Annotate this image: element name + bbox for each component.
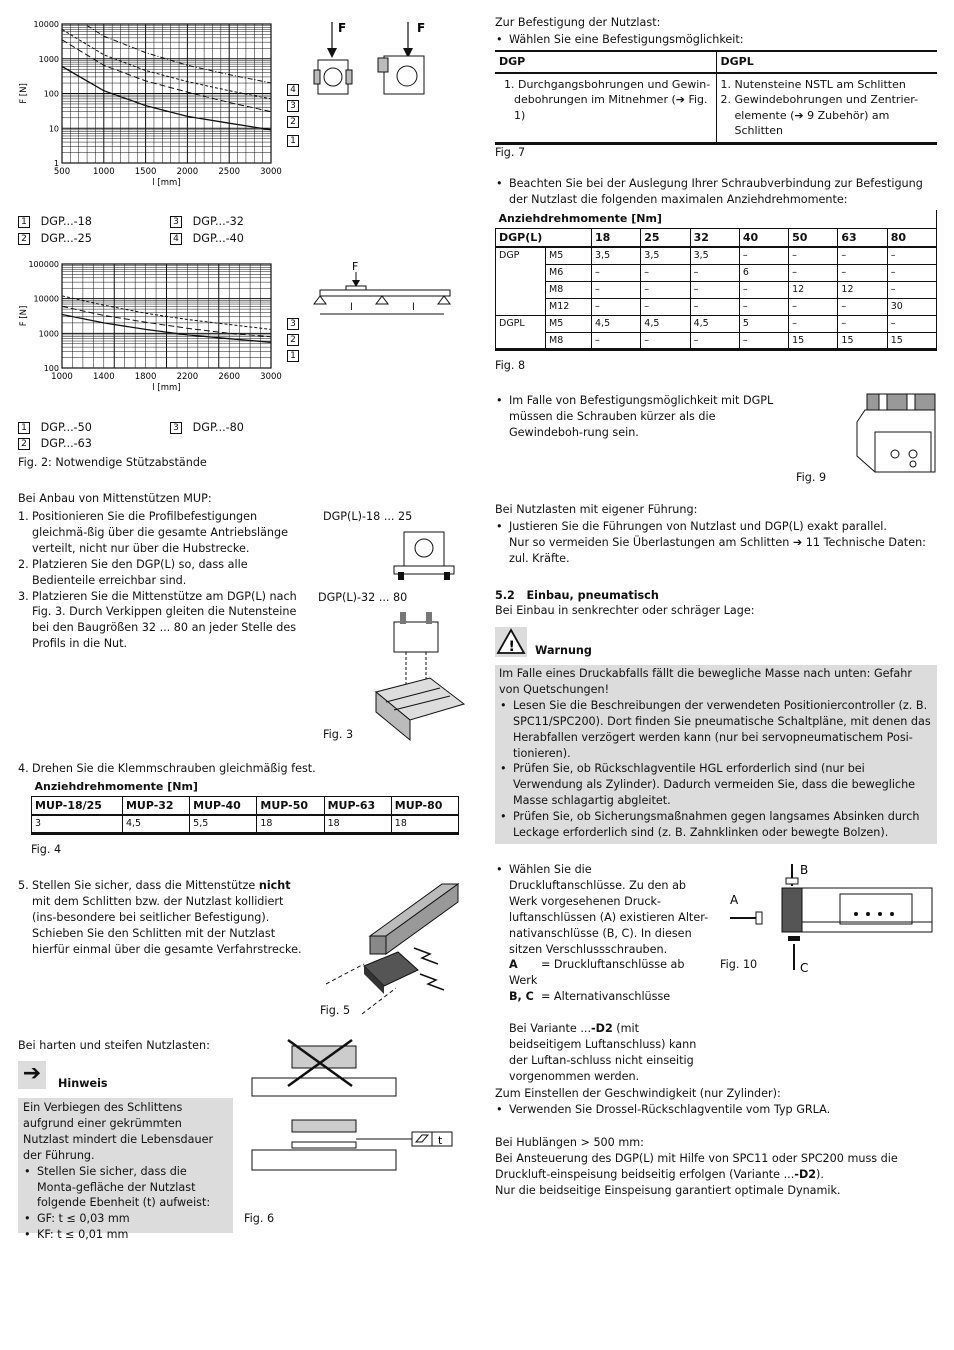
bullet: • Wählen Sie eine Befestigungsmöglichkeit: <box>495 32 744 48</box>
table-cell: – <box>690 332 739 349</box>
table-header: 80 <box>887 228 936 247</box>
table-cell: – <box>592 298 641 315</box>
warning-box <box>495 665 937 844</box>
table-cell: – <box>641 264 690 281</box>
table-header: 40 <box>739 228 788 247</box>
span-label: l <box>412 302 415 313</box>
table-row <box>496 332 937 349</box>
force-label: F <box>338 21 347 35</box>
beam-load-figure <box>312 258 462 322</box>
force-label: F <box>352 260 359 273</box>
table-cell: – <box>789 298 838 315</box>
fig4-caption: Fig. 4 <box>31 843 62 856</box>
y-tick-label: 10 <box>48 124 59 134</box>
slide-torque-table <box>495 210 937 351</box>
table-cell: – <box>592 281 641 298</box>
mup-steps <box>18 509 308 652</box>
table-cell: – <box>838 298 887 315</box>
x-tick-label: 2200 <box>176 372 199 382</box>
port-label-b: B <box>800 863 809 877</box>
table-cell: 18 <box>257 815 324 833</box>
table-header: 50 <box>789 228 838 247</box>
table-cell: 4,5 <box>641 315 690 332</box>
section-title: 5.2 Einbau, pneumatisch <box>495 589 659 602</box>
table-cell: 30 <box>887 298 936 315</box>
x-tick-label: 1500 <box>134 167 157 177</box>
warn-bullet: • Prüfen Sie, ob Rückschlagventile HGL erforderlich sind (nur bei Verwendung als Zylinder). Dadurch vermeiden Sie, dass die bewegliche Masse schlagartig abgleitet. <box>499 761 933 809</box>
hinweis-box <box>18 1098 233 1242</box>
table-header: MUP-80 <box>391 796 458 815</box>
curve-label: 2 <box>287 116 299 128</box>
speed-intro: Zum Einstellen der Geschwindigkeit (nur Zylinder): <box>495 1087 781 1100</box>
y-tick-label: 1 <box>53 159 59 168</box>
x-tick-label: 2600 <box>218 372 241 382</box>
fig3-label-large: DGP(L)-32 ... 80 <box>318 591 408 604</box>
mup-small-figure <box>390 526 460 584</box>
table-cell: DGP <box>496 247 546 315</box>
curve-label: 1 <box>287 135 299 147</box>
fig2-caption: Fig. 2: Notwendige Stützabstände <box>18 456 207 469</box>
bullet: • Wählen Sie die Druckluftanschlüsse. Zu den ab Werk vorgesehenen Druck-luftanschlüssen (A) existieren Alter-nativanschlüsse (B, C). In diesen sitzen Verschlussschrauben. A = Druckluftanschlüsse ab Werk B, C = Alternativanschlüsse Bei Variante ...-D2 (mit beidseitigem Luftanschluss) kann der Luftan-schluss nicht einseitig vorgenommen werden. <box>495 862 710 1085</box>
x-tick-label: 3000 <box>260 167 282 177</box>
table-cell: – <box>789 247 838 264</box>
x-tick-label: 500 <box>53 167 71 177</box>
table-cell: – <box>739 281 788 298</box>
port-label-a: A <box>730 893 739 907</box>
table-cell: 3,5 <box>641 247 690 264</box>
warn-title: Warnung <box>535 644 592 657</box>
table-cell: M6 <box>546 264 592 281</box>
table-row <box>496 247 937 264</box>
x-axis-label: l [mm] <box>152 383 181 393</box>
table-cell: – <box>592 264 641 281</box>
table-header: DGPL <box>716 51 937 73</box>
table-cell: – <box>789 315 838 332</box>
x-tick-label: 2000 <box>176 167 199 177</box>
x-tick-label: 2500 <box>218 167 241 177</box>
fig7-caption: Fig. 7 <box>495 146 526 159</box>
legend-item: 3 DGP...-80 <box>170 420 244 436</box>
hinweis-bullet: • Stellen Sie sicher, dass die Monta-gefläche der Nutzlast folgende Ebenheit (t) aufweist: • GF: t ≤ 0,03 mm • KF: t ≤ 0,01 mm <box>23 1164 228 1244</box>
table-cell: 12 <box>838 281 887 298</box>
flatness-figure <box>248 1038 460 1174</box>
table-row <box>496 315 937 332</box>
table-cell: 5,5 <box>190 815 257 833</box>
step-item: 4. Drehen Sie die Klemmschrauben gleichmäßig fest. <box>18 762 316 775</box>
mup-torque-table <box>31 778 459 835</box>
table-cell: – <box>739 298 788 315</box>
table-row <box>496 264 937 281</box>
y-tick-label: 100000 <box>28 260 59 269</box>
table-cell: M8 <box>546 332 592 349</box>
chart-1 <box>18 18 298 198</box>
table-cell: – <box>789 264 838 281</box>
hinweis-text: Ein Verbiegen des Schlittens aufgrund einer gekrümmten Nutzlast mindert die Lebensdauer der Führung. <box>23 1101 214 1162</box>
curve-label: 1 <box>287 350 299 362</box>
port-label-c: C <box>800 961 809 975</box>
y-tick-label: 1000 <box>38 54 59 64</box>
tolerance-item: • KF: t ≤ 0,01 mm <box>23 1227 228 1243</box>
y-tick-label: 10000 <box>33 20 59 29</box>
curve-label: 4 <box>287 84 299 96</box>
chart-2 <box>18 256 298 406</box>
x-axis-label: l [mm] <box>152 178 181 188</box>
guided-intro: Bei Nutzlasten mit eigener Führung: <box>495 503 698 516</box>
bullet: • Im Falle von Befestigungsmöglichkeit mit DGPL müssen die Schrauben kürzer als die Gewindeboh-rung sein. <box>495 393 785 441</box>
tolerance-symbol: t <box>438 1134 443 1147</box>
tolerance-item: • GF: t ≤ 0,03 mm <box>23 1211 228 1227</box>
mup-intro: Bei Anbau von Mittenstützen MUP: <box>18 492 212 505</box>
warn-text: Im Falle eines Druckabfalls fällt die bewegliche Masse nach unten: Gefahr von Quetschungen! <box>499 667 912 696</box>
curve-label: 3 <box>287 318 299 330</box>
chart1-curve-labels <box>287 84 299 147</box>
step-item: 3. Platzieren Sie die Mittenstütze am DGP(L) nach Fig. 3. Durch Verkippen gleiten die Nutensteine bei den Baugrößen 32 ... 80 an jeder Stelle des Profils in die Nut. <box>18 589 297 651</box>
y-tick-label: 100 <box>43 364 59 373</box>
y-tick-label: 10000 <box>33 294 59 304</box>
step5: 5. Stellen Sie sicher, dass die Mittenstütze nicht mit dem Schlitten bzw. der Nutzlast kollidiert (ins-besondere bei seitlicher Befestigung). Schieben Sie den Schlitten mit der Nutzlast hierfür einmal über die gesamte Verfahrstrecke. <box>18 879 302 956</box>
curve-label: 2 <box>287 334 299 346</box>
table-header: MUP-63 <box>324 796 391 815</box>
table-cell: – <box>838 264 887 281</box>
y-tick-label: 100 <box>43 89 59 99</box>
table-title: Anziehdrehmomente [Nm] <box>32 778 459 796</box>
table-cell: 18 <box>324 815 391 833</box>
bullet: • Verwenden Sie Drossel-Rückschlagventile vom Typ GRLA. <box>495 1102 830 1118</box>
legend-item: 2 DGP...-25 <box>18 231 92 247</box>
step-item: 1. Positionieren Sie die Profilbefestigungen gleichmä-ßig über die gesamte Antriebslänge verteilt, nicht nur über die Hubstrecke. <box>18 510 289 555</box>
chart2-curve-labels <box>287 318 299 362</box>
table-cell: 15 <box>838 332 887 349</box>
warn-bullet: • Prüfen Sie, ob Sicherungsmaßnahmen gegen langsames Absinken durch Leckage erforderlich sind (z. B. Zahnklinken oder bewegte Bolzen). <box>499 809 933 841</box>
curve-label: 3 <box>287 100 299 112</box>
span-label: l <box>350 302 353 313</box>
table-cell: 15 <box>887 332 936 349</box>
table-cell: 4,5 <box>122 815 189 833</box>
table-cell: 5 <box>739 315 788 332</box>
step-item: 2. Platzieren Sie den DGP(L) so, dass alle Bedienteile erreichbar sind. <box>18 557 248 587</box>
table-header: 25 <box>641 228 690 247</box>
profile-load-figure <box>312 18 432 108</box>
table-cell: 1. Nutensteine NSTL am Schlitten 2. Gewindebohrungen und Zentrier-elemente (➔ 9 Zubehör) am Schlitten <box>716 73 937 144</box>
table-header: DGP(L) <box>496 228 592 247</box>
fig3-caption: Fig. 3 <box>323 728 354 741</box>
legend-item: 4 DGP...-40 <box>170 231 244 247</box>
table-cell: – <box>641 298 690 315</box>
fig3-label-small: DGP(L)-18 ... 25 <box>323 510 413 523</box>
table-header: MUP-50 <box>257 796 324 815</box>
bullet: • Beachten Sie bei der Auslegung Ihrer Schraubverbindung zur Befestigung der Nutzlast die folgenden maximalen Anziehdrehmomente: <box>495 176 935 208</box>
table-cell: M5 <box>546 315 592 332</box>
table-header: 32 <box>690 228 739 247</box>
screw-length-figure <box>855 392 937 488</box>
table-cell: 3,5 <box>592 247 641 264</box>
table-cell: – <box>887 315 936 332</box>
table-header: 18 <box>592 228 641 247</box>
intro1: Zur Befestigung der Nutzlast: <box>495 16 661 29</box>
table-cell: – <box>739 332 788 349</box>
warning-icon <box>495 627 527 657</box>
table-cell: M8 <box>546 281 592 298</box>
table-cell: 12 <box>789 281 838 298</box>
table-title: Anziehdrehmomente [Nm] <box>496 210 937 228</box>
def-row: A = Druckluftanschlüsse ab Werk <box>509 958 685 988</box>
mup-assembly-figure <box>370 608 470 748</box>
fixing-options-table <box>495 50 937 145</box>
legend-item: 2 DGP...-63 <box>18 436 92 452</box>
x-tick-label: 3000 <box>260 372 282 382</box>
table-cell: 18 <box>391 815 458 833</box>
table-cell: 3 <box>32 815 123 833</box>
y-tick-label: 1000 <box>38 329 59 339</box>
table-cell: – <box>690 281 739 298</box>
warn-bullet: • Lesen Sie die Beschreibungen der verwendeten Positioniercontroller (z. B. SPC11/SPC200). Dort finden Sie pneumatische Schaltpläne, mit denen das Herabfallen verzögert werden kann (nur bei servopneumatischem Posi-tionieren). <box>499 698 933 762</box>
table-cell: 15 <box>789 332 838 349</box>
table-cell: – <box>838 315 887 332</box>
stroke-text: Bei Hublängen > 500 mm: Bei Ansteuerung des DGP(L) mit Hilfe von SPC11 oder SPC200 muss die Druckluft-einspeisung beidseitig erfolgen (Variante ...-D2). Nur die beidseitige Einspeisung garantiert optimale Dynamik. <box>495 1136 898 1197</box>
fig9-caption: Fig. 9 <box>796 471 827 484</box>
table-cell: 1. Durchgangsbohrungen und Gewin-debohrungen im Mitnehmer (➔ Fig. 1) <box>504 77 711 122</box>
hinweis-title: Hinweis <box>58 1077 108 1090</box>
bullet: • Justieren Sie die Führungen von Nutzlast und DGP(L) exakt parallel. Nur so vermeiden Sie Überlastungen am Schlitten ➔ 11 Technische Daten: zul. Kräfte. <box>495 519 935 567</box>
table-cell: M12 <box>546 298 592 315</box>
collision-figure <box>318 878 468 1018</box>
table-row <box>496 298 937 315</box>
table-cell: 4,5 <box>690 315 739 332</box>
table-cell: – <box>838 247 887 264</box>
fig10-caption: Fig. 10 <box>720 958 758 971</box>
table-cell: – <box>887 247 936 264</box>
table-cell: – <box>887 281 936 298</box>
table-header: MUP-18/25 <box>32 796 123 815</box>
table-cell: M5 <box>546 247 592 264</box>
fig6-caption: Fig. 6 <box>244 1212 275 1225</box>
force-label: F <box>417 21 426 35</box>
hard-intro: Bei harten und steifen Nutzlasten: <box>18 1039 210 1052</box>
fig8-caption: Fig. 8 <box>495 359 526 372</box>
table-cell: DGPL <box>496 315 546 349</box>
x-tick-label: 1400 <box>92 372 115 382</box>
table-header: 63 <box>838 228 887 247</box>
table-cell: – <box>739 247 788 264</box>
table-cell: 4,5 <box>592 315 641 332</box>
table-header: MUP-40 <box>190 796 257 815</box>
section-intro: Bei Einbau in senkrechter oder schräger Lage: <box>495 604 755 617</box>
table-cell: – <box>592 332 641 349</box>
legend-item: 3 DGP...-32 <box>170 214 244 230</box>
y-axis-label: F [N] <box>19 305 29 327</box>
table-cell: – <box>641 281 690 298</box>
legend-item: 1 DGP...-18 <box>18 214 92 230</box>
table-header: DGP <box>495 51 716 73</box>
table-cell: – <box>887 264 936 281</box>
y-axis-label: F [N] <box>19 83 29 104</box>
table-row <box>496 281 937 298</box>
fig5-caption: Fig. 5 <box>320 1004 351 1017</box>
x-tick-label: 1000 <box>51 372 73 382</box>
arrow-right-icon: ➔ <box>18 1061 46 1089</box>
table-cell: – <box>690 264 739 281</box>
table-header: MUP-32 <box>122 796 189 815</box>
svg-text:!: ! <box>508 639 515 655</box>
x-tick-label: 1800 <box>134 372 157 382</box>
table-cell: – <box>690 298 739 315</box>
x-tick-label: 1000 <box>92 167 115 177</box>
table-cell: 6 <box>739 264 788 281</box>
def-row: B, C = Alternativanschlüsse <box>509 990 671 1004</box>
table-cell: 3,5 <box>690 247 739 264</box>
table-cell: – <box>641 332 690 349</box>
legend-item: 1 DGP...-50 <box>18 420 92 436</box>
